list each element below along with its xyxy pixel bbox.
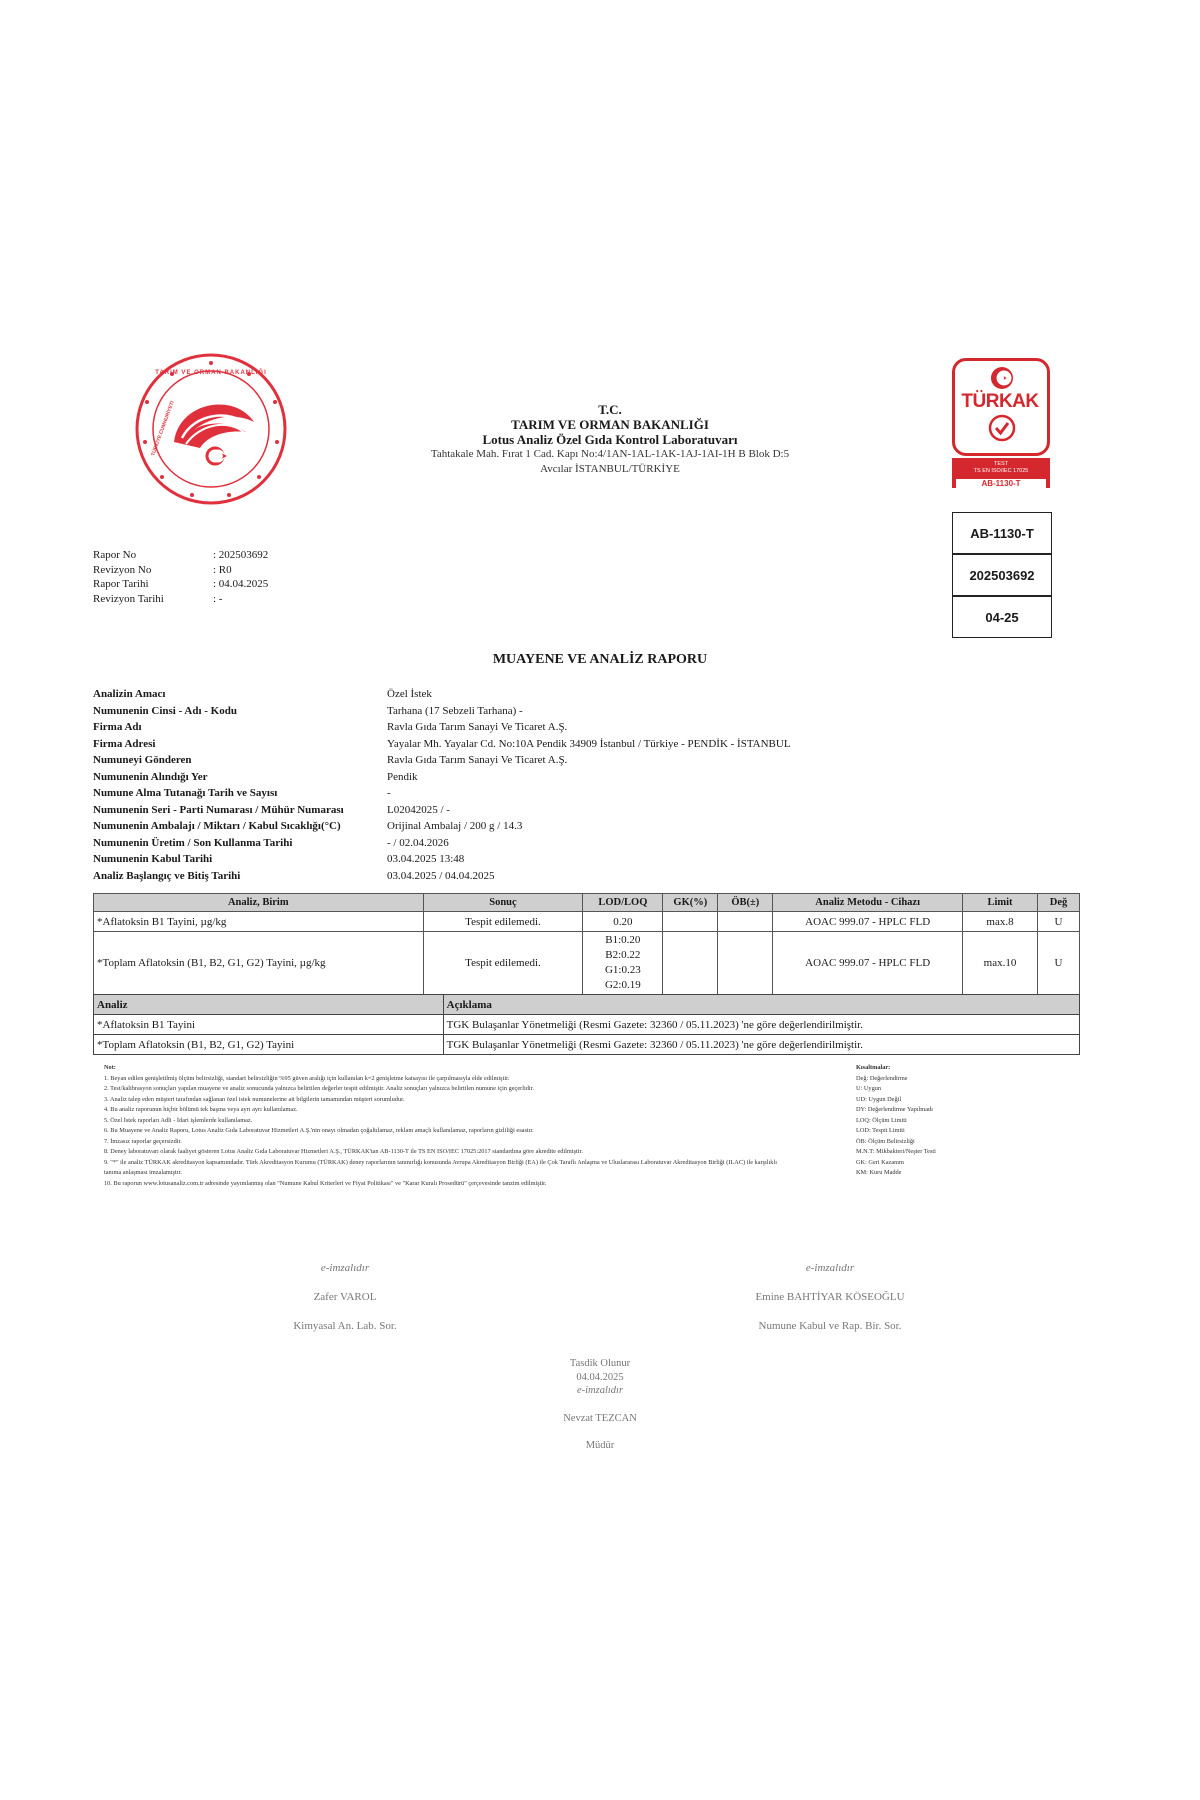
info-value: Tarhana (17 Sebzeli Tarhana) - <box>387 704 523 717</box>
abbreviation-item: LOQ: Ölçüm Limiti <box>856 1116 907 1124</box>
esign-label: e-imzalıdır <box>320 1262 370 1274</box>
info-value: - <box>387 787 391 799</box>
note-item: 3. Analiz talep eden müşteri tarafından sağlanan özel istek numunelerine ait bilgilerin tamamından müşteri sorumludur. <box>104 1095 405 1103</box>
info-value: Ravla Gıda Tarım Sanayi Ve Ticaret A.Ş. <box>387 754 568 766</box>
meta-key: Rapor No <box>93 549 137 561</box>
column-header: Analiz, Birim <box>94 894 424 912</box>
info-row <box>93 703 791 720</box>
recovery <box>663 932 718 995</box>
info-value: - / 02.04.2026 <box>387 836 449 849</box>
report-title: MUAYENE VE ANALİZ RAPORU <box>492 652 708 667</box>
info-key: Numune Alma Tutanağı Tarih ve Sayısı <box>93 787 278 799</box>
abbreviation-item: LOD: Tespit Limiti <box>856 1127 905 1134</box>
explanation: TGK Bulaşanlar Yönetmeliği (Resmi Gazete: 32360 / 05.11.2023) 'ne göre değerlendirilmiştir. <box>443 1035 1079 1055</box>
info-value: L02042025 / - <box>387 803 450 816</box>
note-item: 10. Bu raporun www.lotusanaliz.com.tr adresinde yayımlanmış olan "Numune Kabul Kriterleri ve Fiyat Politikası" ve "Karar Kuralı Prosedürü" çerçevesinde tanzim edilmiştir. <box>104 1179 547 1187</box>
analysis-name: *Toplam Aflatoksin (B1, B2, G1, G2) Tayini, µg/kg <box>94 932 424 995</box>
abbreviation-item: KM: Kuru Madde <box>856 1169 902 1176</box>
accreditation-code-box: AB-1130-T <box>952 512 1052 554</box>
info-key: Numunenin Ambalajı / Miktarı / Kabul Sıcaklığı(°C) <box>93 820 341 832</box>
info-value: 03.04.2025 / 04.04.2025 <box>387 869 495 882</box>
notes-title: Not: <box>104 1064 116 1071</box>
info-key: Firma Adresi <box>93 737 156 750</box>
analysis-name: *Toplam Aflatoksin (B1, B2, G1, G2) Tayini <box>94 1035 444 1055</box>
turkak-logo-text: TÜRKAK <box>961 391 1039 412</box>
meta-value: : R0 <box>213 563 232 576</box>
abbreviation-item: UD: Uygun Değil <box>856 1095 902 1103</box>
note-item: 7. İmzasız raporlar geçersizdir. <box>104 1137 182 1145</box>
meta-value: : 04.04.2025 <box>213 578 269 590</box>
info-value: 03.04.2025 13:48 <box>387 853 465 865</box>
report-period-box: 04-25 <box>952 596 1052 638</box>
info-row <box>93 835 791 852</box>
lod-value: G1:0.23 <box>604 964 641 976</box>
meta-row <box>93 563 268 578</box>
turkak-sub-text: TEST TS EN ISO/IEC 17025 <box>973 461 1029 474</box>
uncertainty <box>718 932 773 995</box>
header-ministry: TARIM VE ORMAN BAKANLIĞI <box>511 417 709 432</box>
esign-label: e-imzalıdır <box>805 1262 855 1274</box>
lod-value: B1:0.20 <box>605 934 641 946</box>
lod-loq <box>583 932 663 995</box>
method: AOAC 999.07 - HPLC FLD <box>773 932 963 995</box>
info-value: Yayalar Mh. Yayalar Cd. No:10A Pendik 34909 İstanbul / Türkiye - PENDİK - İSTANBUL <box>387 737 791 750</box>
table-row <box>94 932 1080 995</box>
column-header: Limit <box>963 894 1038 912</box>
notes <box>104 1063 784 1189</box>
limit: max.8 <box>963 912 1038 932</box>
results-table <box>93 893 1080 995</box>
note-item: 2. Test/kalibrasyon sonuçları yapılan muayene ve analiz sonucunda yalnızca belirtilen değerler tespit edilmiştir. Analiz sonuçları yalnızca belirtilen numune için geçerlidir. <box>104 1085 534 1092</box>
sample-info <box>93 686 791 884</box>
signer-name: Zafer VAROL <box>313 1291 377 1303</box>
info-key: Analizin Amacı <box>93 688 166 700</box>
meta-key: Rapor Tarihi <box>93 578 149 590</box>
turkak-logo <box>952 358 1050 502</box>
lod-value: G2:0.19 <box>604 979 641 991</box>
signer-name: Emine BAHTİYAR KÖSEOĞLU <box>755 1291 905 1303</box>
seal-top-text: TARIM VE ORMAN BAKANLIĞI <box>155 370 267 376</box>
column-header: Analiz Metodu - Cihazı <box>773 894 963 912</box>
meta-value: : - <box>213 592 223 605</box>
turkak-crescent-icon <box>990 366 1014 390</box>
info-row <box>93 785 791 802</box>
info-row <box>93 851 791 868</box>
note-item: 8. Deney laboratuvarı olarak faaliyet gösteren Lotus Analiz Gıda Laboratuvar Hizmetleri A.Ş., TÜRKAK'tan AB-1130-T ile TS EN ISO/IEC 17025:2017 standardına göre akredite edilmiştir. <box>104 1148 583 1155</box>
info-key: Numuneyi Gönderen <box>93 754 192 766</box>
column-header: GK(%) <box>663 894 718 912</box>
info-row <box>93 686 791 703</box>
info-key: Firma Adı <box>93 721 142 733</box>
abbreviation-item: GK: Geri Kazanım <box>856 1158 904 1166</box>
signer-role: Müdür <box>585 1440 615 1451</box>
column-header: LOD/LOQ <box>583 894 663 912</box>
signer-role: Kimyasal An. Lab. Sor. <box>293 1320 397 1332</box>
evaluation: U <box>1037 932 1079 995</box>
column-header: Sonuç <box>423 894 583 912</box>
note-item: 9. "*" ile analiz TÜRKAK akreditasyon kapsamındadır. Türk Akreditasyon Kurumu (TÜRKAK) deney raporlarının tanınırlığı konusunda Avrupa Akreditasyon Birliği (EA) ile Çok Taraflı Anlaşma ve Uluslararası Laboratuvar Akreditasyon Birliği (ILAC) ile karşılıklı tanıma anlaşması imzalamıştır. <box>104 1158 777 1176</box>
abbreviation-item: DY: Değerlendirme Yapılmadı <box>856 1106 933 1113</box>
lod-loq: 0.20 <box>583 912 663 932</box>
info-key: Numunenin Kabul Tarihi <box>93 853 213 865</box>
meta-key: Revizyon No <box>93 563 152 576</box>
report-number-box: 202503692 <box>952 554 1052 596</box>
note-item: 1. Beyan edilen genişletilmiş ölçüm belirsizliği, standart belirsizliğin %95 güven aralığı için kullanılan k=2 genişletme katsayısı ile çarpılmasıyla elde edilmiştir. <box>104 1074 510 1082</box>
column-header: Analiz <box>94 995 444 1015</box>
method: AOAC 999.07 - HPLC FLD <box>773 912 963 932</box>
uncertainty <box>718 912 773 932</box>
info-value: Pendik <box>387 770 418 783</box>
abbreviation-item: M.N.T: Mikbakteri/Neşter Testi <box>856 1148 936 1155</box>
info-value: Ravla Gıda Tarım Sanayi Ve Ticaret A.Ş. <box>387 721 568 733</box>
info-row <box>93 719 791 736</box>
header-address-1: Tahtakale Mah. Fırat 1 Cad. Kapı No:4/1AN-1AL-1AK-1AJ-1AI-1H B Blok D:5 <box>430 448 790 460</box>
info-key: Numunenin Cinsi - Adı - Kodu <box>93 704 237 717</box>
info-key: Numunenin Üretim / Son Kullanma Tarihi <box>93 836 293 849</box>
abbreviation-item: U: Uygun <box>856 1085 882 1092</box>
abbreviation-item: Değ: Değerlendirme <box>856 1074 908 1082</box>
result-value: Tespit edilemedi. <box>423 932 583 995</box>
analysis-name: *Aflatoksin B1 Tayini <box>94 1015 444 1035</box>
result-value: Tespit edilemedi. <box>423 912 583 932</box>
info-value: Orijinal Ambalaj / 200 g / 14.3 <box>387 820 523 832</box>
approval-label: Tasdik Olunur <box>569 1358 631 1369</box>
ministry-seal-icon <box>134 352 288 506</box>
info-key: Numunenin Seri - Parti Numarası / Mühür Numarası <box>93 803 344 816</box>
signer-name: Nevzat TEZCAN <box>563 1412 637 1424</box>
info-row <box>93 868 791 885</box>
header-tc: T.C. <box>598 402 622 417</box>
recovery <box>663 912 718 932</box>
esign-label: e-imzalıdır <box>576 1385 624 1396</box>
analysis-name: *Aflatoksin B1 Tayini, µg/kg <box>94 912 424 932</box>
column-header: Değ <box>1037 894 1079 912</box>
lab-header <box>380 402 840 477</box>
limit: max.10 <box>963 932 1038 995</box>
abbreviation-item: ÖB: Ölçüm Belirsizliği <box>856 1137 915 1145</box>
meta-key: Revizyon Tarihi <box>93 592 164 605</box>
note-item: 6. Bu Muayene ve Analiz Raporu, Lotus Analiz Gıda Laboratuvar Hizmetleri A.Ş.'nin onayı olmadan çoğaltılamaz, reklam amaçlı kullanılamaz, raporların gizliliği esastır. <box>104 1127 534 1134</box>
report-meta <box>93 548 268 606</box>
meta-value: : 202503692 <box>213 549 269 561</box>
table-row <box>94 1015 1080 1035</box>
abbreviations <box>856 1063 1056 1179</box>
column-header: ÖB(±) <box>718 894 773 912</box>
explanation: TGK Bulaşanlar Yönetmeliği (Resmi Gazete: 32360 / 05.11.2023) 'ne göre değerlendirilmiştir. <box>443 1015 1079 1035</box>
signature-left <box>195 1254 495 1341</box>
meta-row <box>93 548 268 563</box>
turkak-code: AB-1130-T <box>956 479 1046 489</box>
header-address-2: Avcılar İSTANBUL/TÜRKİYE <box>540 463 680 475</box>
info-value: Özel İstek <box>387 688 432 700</box>
explanations-table <box>93 994 1080 1055</box>
info-row <box>93 736 791 753</box>
info-key: Analiz Başlangıç ve Bitiş Tarihi <box>93 869 241 882</box>
lod-value: B2:0.22 <box>605 949 641 961</box>
info-key: Numunenin Alındığı Yer <box>93 770 208 783</box>
approval-date: 04.04.2025 <box>576 1371 624 1383</box>
results-header-row <box>94 894 1080 912</box>
note-item: 4. Bu analiz raporunun hiçbir bölümü tek başına veya ayrı ayrı kullanılamaz. <box>104 1106 298 1113</box>
column-header: Açıklama <box>443 995 1079 1015</box>
signature-center <box>450 1357 750 1453</box>
abbreviations-title: Kısaltmalar: <box>856 1064 891 1071</box>
info-row <box>93 802 791 819</box>
table-row <box>94 1035 1080 1055</box>
seal-left-text: TÜRKİYE CUMHURİYETİ <box>150 400 176 457</box>
meta-row <box>93 577 268 592</box>
evaluation: U <box>1037 912 1079 932</box>
signature-right <box>680 1254 980 1341</box>
header-lab-name: Lotus Analiz Özel Gıda Kontrol Laboratuvarı <box>482 432 738 447</box>
info-row <box>93 769 791 786</box>
table-row <box>94 912 1080 932</box>
turkak-check-icon <box>988 414 1016 442</box>
info-row <box>93 818 791 835</box>
explanations-header-row <box>94 995 1080 1015</box>
signer-role: Numune Kabul ve Rap. Bir. Sor. <box>758 1320 902 1332</box>
meta-row <box>93 592 268 607</box>
info-row <box>93 752 791 769</box>
note-item: 5. Özel İstek raporları Adli - İdari işlemlerde kullanılamaz. <box>104 1116 253 1124</box>
